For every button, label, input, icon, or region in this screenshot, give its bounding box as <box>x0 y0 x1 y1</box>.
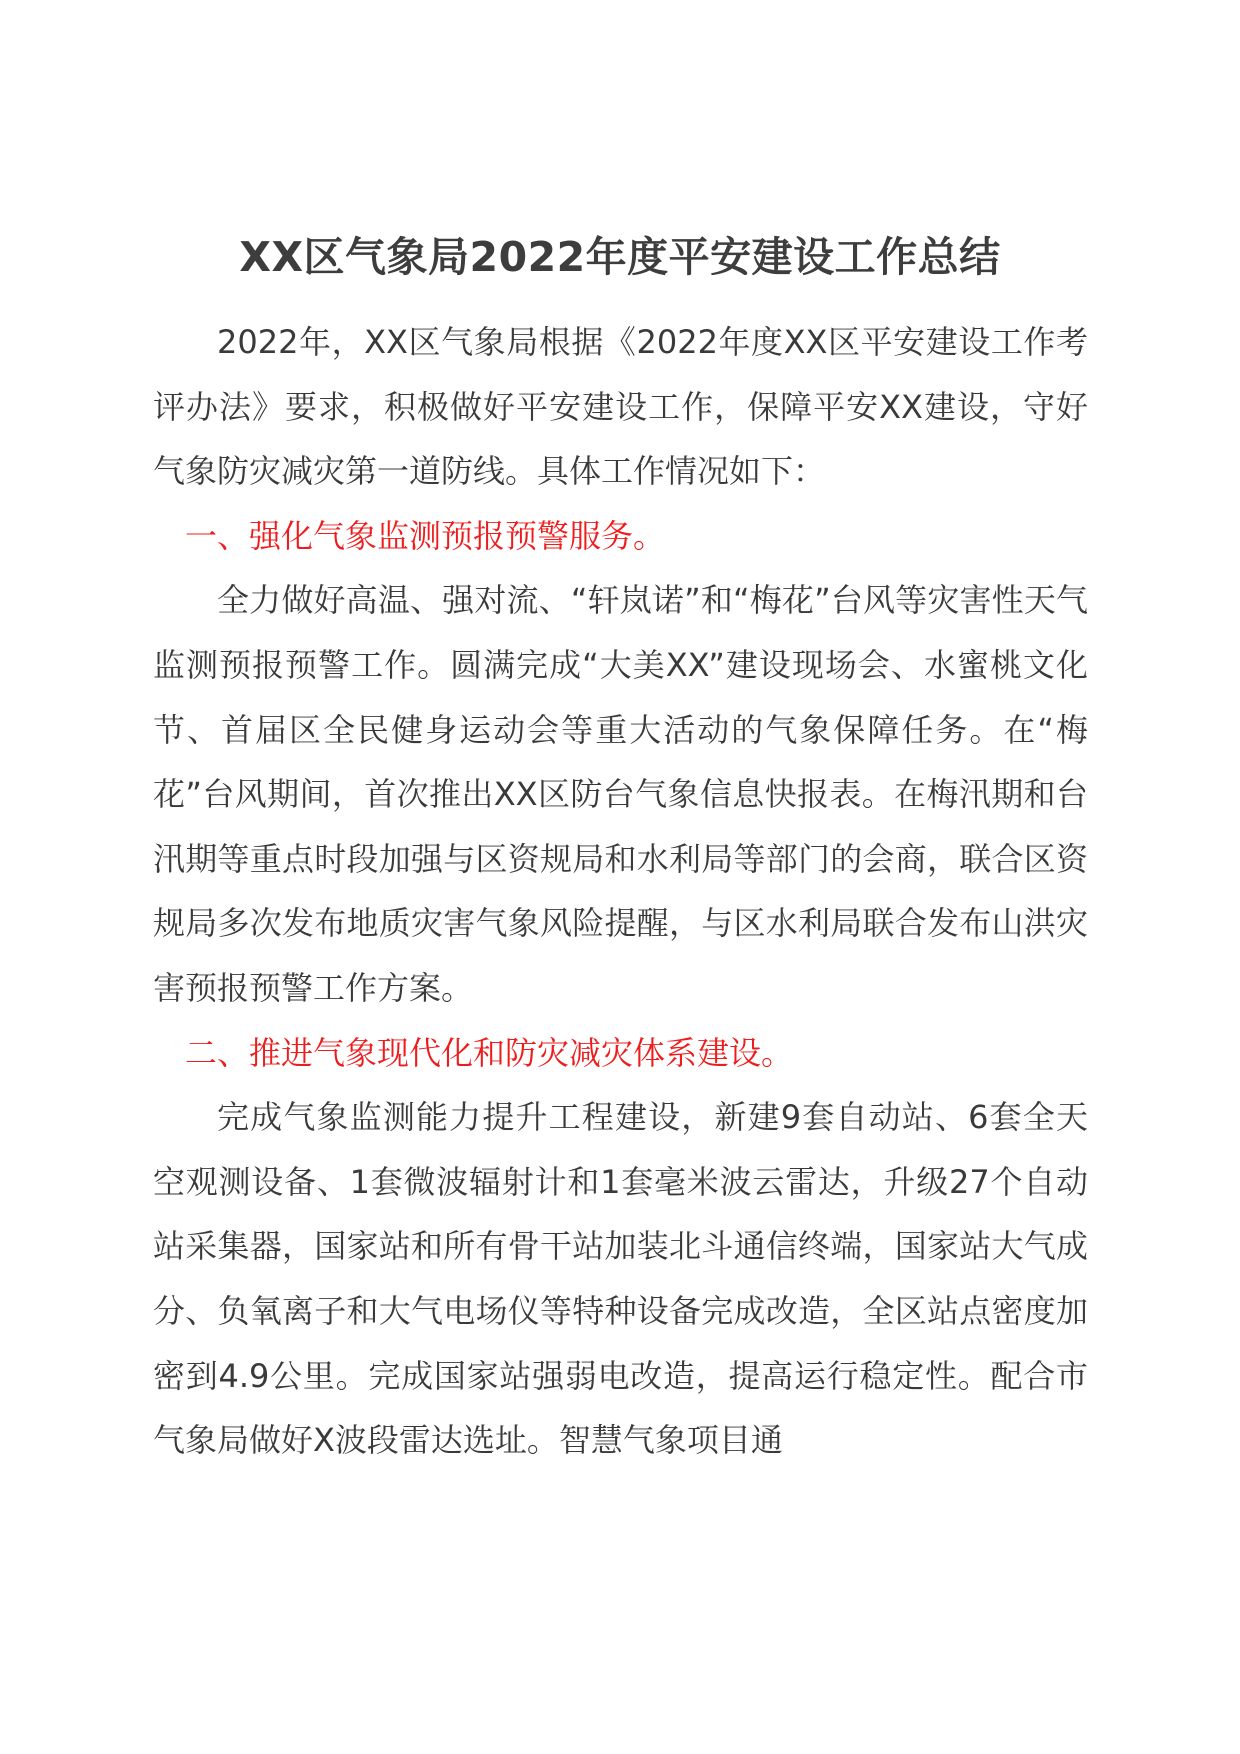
section-1-heading: 一、强化气象监测预报预警服务。 <box>185 516 666 555</box>
section-2-heading: 二、推进气象现代化和防灾减灾体系建设。 <box>185 1033 794 1072</box>
intro-paragraph: 2022年，XX区气象局根据《2022年度XX区平安建设工作考评办法》要求，积极做好平安建设工作，保障平安XX建设，守好气象防灾减灾第一道防线。具体工作情况如下： <box>153 323 1088 491</box>
section-1-paragraph: 全力做好高温、强对流、“轩岚诺”和“梅花”台风等灾害性天气监测预报预警工作。圆满完成“大美XX”建设现场会、水蜜桃文化节、首届区全民健身运动会等重大活动的气象保障任务。在“梅花”台风期间，首次推出XX区防台气象信息快报表。在梅汛期和台汛期等重点时段加强与区资规局和水利局等部门的会商，联合区资规局多次发布地质灾害气象风险提醒，与区水利局联合发布山洪灾害预报预警工作方案。 <box>153 581 1088 1007</box>
document-title: XX区气象局2022年度平安建设工作总结 <box>239 233 1001 281</box>
section-2-paragraph: 完成气象监测能力提升工程建设，新建9套自动站、6套全天空观测设备、1套微波辐射计和1套毫米波云雷达，升级27个自动站采集器，国家站和所有骨干站加装北斗通信终端，国家站大气成分、负氧离子和大气电场仪等特种设备完成改造，全区站点密度加密到4.9公里。完成国家站强弱电改造，提高运行稳定性。配合市气象局做好X波段雷达选址。智慧气象项目通 <box>153 1098 1088 1460</box>
document-body <box>153 310 1088 1473</box>
